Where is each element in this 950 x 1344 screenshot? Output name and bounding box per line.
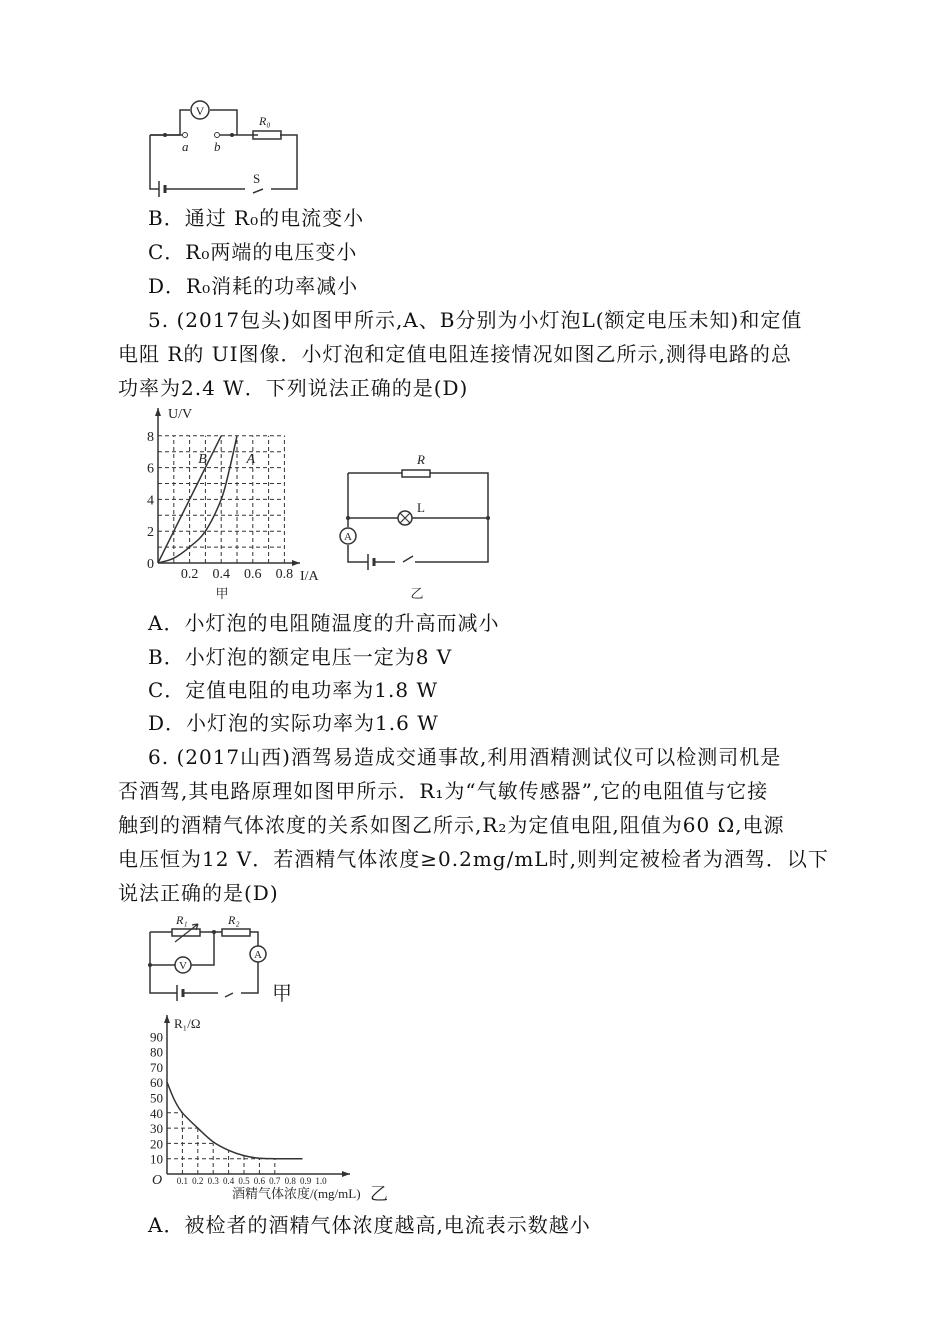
figure-caption-yi: 乙 xyxy=(370,1184,388,1204)
series-label: B xyxy=(198,451,207,467)
q5-option-a: A．小灯泡的电阻随温度的升高而减小 xyxy=(148,611,500,635)
q5-option-b: B．小灯泡的额定电压一定为8 V xyxy=(148,645,453,669)
q6-option-a: A．被检者的酒精气体浓度越高,电流表示数越小 xyxy=(148,1213,591,1237)
y-tick-label: 40 xyxy=(150,1105,163,1121)
svg-text:a: a xyxy=(182,139,189,154)
q6-circuit-diagram xyxy=(148,913,308,1020)
x-tick-label: 0.6 xyxy=(244,567,262,582)
svg-text:R₁: R₁ xyxy=(176,913,188,927)
x-tick-label: 0.7 xyxy=(269,1176,281,1186)
svg-text:A: A xyxy=(344,531,352,543)
q6-stem-line: 电压恒为12 V．若酒精气体浓度≥0.2mg/mL时,则判定被检者为酒驾．以下 xyxy=(118,847,829,871)
y-tick-label: 80 xyxy=(150,1044,163,1060)
svg-text:S: S xyxy=(253,171,261,186)
series-line-R1 xyxy=(167,1082,303,1159)
svg-text:L: L xyxy=(417,500,425,515)
variable-resistor-r1 xyxy=(172,929,200,936)
x-tick-label: 0.8 xyxy=(284,1176,296,1186)
resistor-r xyxy=(402,470,430,477)
x-axis-label: 酒精气体浓度/(mg/mL) xyxy=(232,1186,361,1201)
y-tick-label: 70 xyxy=(150,1059,163,1075)
q6-stem-line: 触到的酒精气体浓度的关系如图乙所示,R₂为定值电阻,阻值为60 Ω,电源 xyxy=(118,813,785,837)
q6-stem-line: 否酒驾,其电路原理如图甲所示．R₁为“气敏传感器”,它的电阻值与它接 xyxy=(118,779,769,803)
x-tick-label: 0.5 xyxy=(238,1176,250,1186)
x-tick-label: 0.2 xyxy=(192,1176,204,1186)
q4-option-c: C．R₀两端的电压变小 xyxy=(148,240,358,264)
svg-text:R₀: R₀ xyxy=(259,114,271,128)
x-tick-label: 0.4 xyxy=(212,567,230,582)
svg-text:A: A xyxy=(254,949,262,961)
figure-caption-jia: 甲 xyxy=(215,586,229,601)
series-label: A xyxy=(246,451,256,467)
x-axis-label: I/A xyxy=(300,569,319,584)
svg-text:V: V xyxy=(195,104,205,118)
y-tick-label: 2 xyxy=(147,525,154,541)
svg-text:R: R xyxy=(417,452,425,467)
y-tick-label: 10 xyxy=(150,1151,163,1167)
y-axis-label: U/V xyxy=(168,407,193,422)
q6-stem-line: 6. (2017山西)酒驾易造成交通事故,利用酒精测试仪可以检测司机是 xyxy=(148,745,782,769)
q5-circuit-diagram xyxy=(344,452,505,601)
q5-stem-line: 功率为2.4 W．下列说法正确的是(D) xyxy=(118,376,469,400)
y-tick-label: 50 xyxy=(150,1090,163,1106)
x-tick-label: 1.0 xyxy=(315,1176,327,1186)
svg-text:V: V xyxy=(179,960,187,972)
y-tick-label: 8 xyxy=(147,429,154,445)
x-tick-label: 0.6 xyxy=(253,1176,266,1186)
y-tick-label: 0 xyxy=(147,557,154,572)
y-axis-label: R₁/Ω xyxy=(174,1016,201,1031)
x-tick-label: 0.2 xyxy=(180,567,199,582)
resistor-r2 xyxy=(222,929,250,936)
origin-label: O xyxy=(152,1173,163,1188)
x-tick-label: 0.9 xyxy=(299,1176,312,1186)
q5-option-d: D．小灯泡的实际功率为1.6 W xyxy=(148,711,439,735)
y-tick-label: 60 xyxy=(150,1075,163,1091)
y-axis-arrow xyxy=(155,408,161,416)
x-tick-label: 0.4 xyxy=(222,1176,235,1186)
x-axis-arrow xyxy=(292,560,300,566)
y-tick-label: 20 xyxy=(150,1136,163,1152)
x-tick-label: 0.3 xyxy=(207,1176,219,1186)
y-tick-label: 30 xyxy=(150,1121,163,1137)
x-axis-arrow xyxy=(342,1171,350,1177)
figure-caption-jia: 甲 xyxy=(272,983,292,1005)
q5-stem-line: 5. (2017包头)如图甲所示,A、B分别为小灯泡L(额定电压未知)和定值 xyxy=(148,308,803,332)
q5-option-c: C．定值电阻的电功率为1.8 W xyxy=(148,678,439,702)
q6-stem-line: 说法正确的是(D) xyxy=(118,881,279,905)
q4-option-d: D．R₀消耗的功率减小 xyxy=(148,274,359,298)
q5-stem-line: 电阻 R的 UI图像．小灯泡和定值电阻连接情况如图乙所示,测得电路的总 xyxy=(118,342,792,366)
y-tick-label: 90 xyxy=(150,1029,163,1045)
q4-option-b: B．通过 R₀的电流变小 xyxy=(148,206,365,230)
svg-text:b: b xyxy=(214,139,221,154)
y-tick-label: 4 xyxy=(147,493,154,509)
figure-caption-yi: 乙 xyxy=(410,586,424,601)
x-tick-label: 0.8 xyxy=(275,567,294,582)
svg-text:R₂: R₂ xyxy=(228,913,240,927)
x-tick-label: 0.1 xyxy=(176,1176,189,1186)
y-tick-label: 6 xyxy=(147,461,154,477)
